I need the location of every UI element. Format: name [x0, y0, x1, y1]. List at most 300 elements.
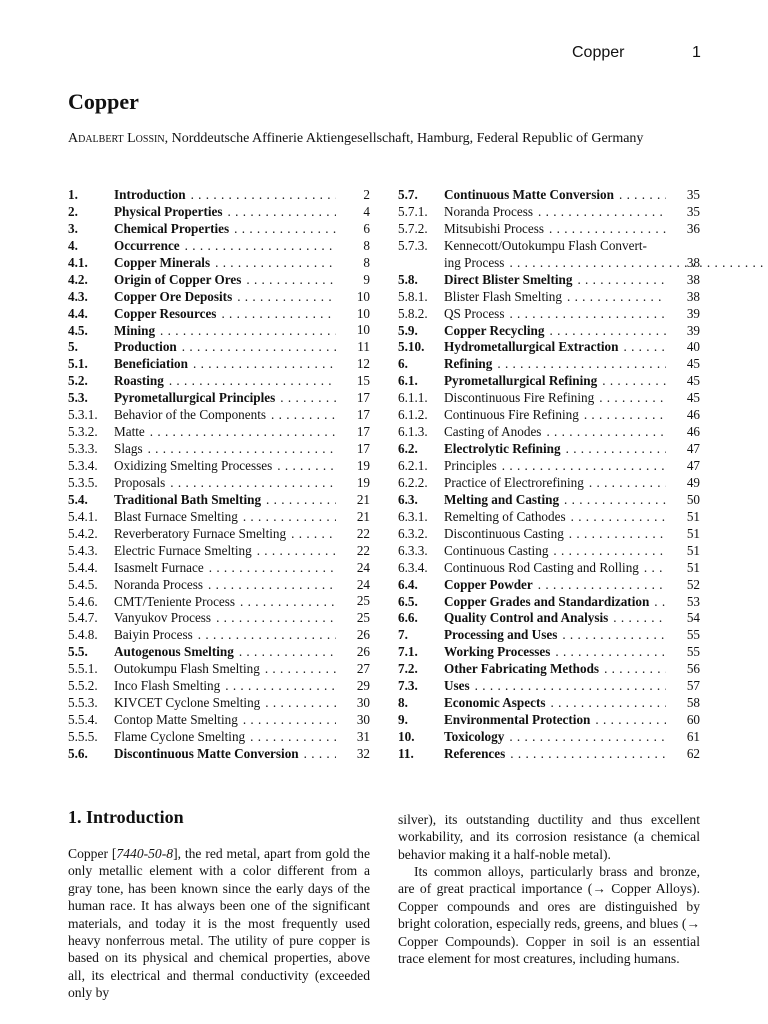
toc-entry-number: 6.2.1.: [398, 458, 428, 474]
toc-entry-page: 49: [686, 474, 700, 490]
toc-dot-leader: [505, 746, 666, 763]
toc-entry[interactable]: [398, 272, 700, 289]
toc-entry-title: Behavior of the Components: [114, 407, 266, 423]
intro-text-start: Copper [: [68, 846, 117, 861]
intro-text-rest: ], the red metal, apart from gold the only metallic element with a color different from a gray tone, has been known since the early days of the human race. It has always been one of the significant materials, and today it is the most frequently used heavy nonferrous metal. The utility of pure copper is based on its physical and chemical properties, above all, its electrical and thermal conductivity (exceeded only by: [68, 846, 370, 1001]
toc-entry[interactable]: [68, 746, 370, 763]
toc-entry-title: Environmental Protection: [444, 712, 591, 728]
toc-entry[interactable]: [398, 373, 700, 390]
toc-entry-number: 1.: [68, 187, 78, 202]
toc-entry-body: [114, 424, 370, 441]
toc-dot-leader: [252, 543, 336, 560]
toc-entry-page: 29: [356, 678, 370, 694]
toc-entry[interactable]: [398, 526, 700, 543]
toc-entry-body: [114, 526, 370, 543]
toc-entry[interactable]: [398, 356, 700, 373]
toc-entry-page: 27: [356, 661, 370, 677]
toc-dot-leader: [504, 306, 666, 323]
toc-entry-page: 45: [686, 356, 700, 372]
toc-entry-title: Continuous Matte Conversion: [444, 187, 614, 202]
toc-entry-page: 21: [356, 508, 370, 524]
toc-entry[interactable]: [398, 204, 700, 221]
toc-entry-body: [444, 695, 700, 712]
toc-entry-title: Proposals: [114, 474, 166, 490]
toc-entry-body: [114, 339, 370, 356]
toc-dot-leader: [614, 187, 666, 204]
toc-entry-page: 39: [686, 305, 700, 321]
toc-entry-body: [444, 678, 700, 695]
toc-entry-body: [114, 458, 370, 475]
toc-entry-number: 11.: [398, 745, 414, 761]
toc-dot-leader: [550, 644, 666, 661]
toc-entry-number: 6.5.: [398, 593, 418, 609]
toc-entry[interactable]: [398, 543, 700, 560]
toc-entry-body: [114, 543, 370, 560]
toc-entry-title: Mining: [114, 322, 156, 338]
toc-entry-number: 5.4.2.: [68, 525, 98, 541]
toc-entry-body: [444, 543, 700, 560]
toc-dot-leader: [188, 356, 336, 373]
toc-entry-page: 58: [686, 695, 700, 711]
toc-dot-leader: [180, 238, 336, 255]
toc-dot-leader: [241, 272, 336, 289]
toc-entry[interactable]: [68, 272, 370, 289]
toc-entry-number: 5.4.6.: [68, 593, 98, 609]
toc-entry[interactable]: [398, 441, 700, 458]
toc-entry-title: Electric Furnace Smelting: [114, 542, 252, 558]
toc-dot-leader: [299, 746, 336, 763]
toc-entry-title: ing Process: [444, 254, 505, 270]
toc-entry-page: 15: [356, 373, 370, 389]
toc-entry-body: [114, 187, 370, 204]
toc-dot-leader: [559, 492, 666, 509]
toc-entry-body: [444, 661, 700, 678]
toc-dot-leader: [566, 509, 666, 526]
toc-entry[interactable]: [398, 187, 700, 204]
toc-entry-body: [444, 729, 700, 746]
toc-entry-number: 5.4.5.: [68, 576, 98, 592]
toc-entry-title: Origin of Copper Ores: [114, 271, 242, 287]
toc-entry-body: [114, 441, 370, 458]
toc-dot-leader: [599, 661, 666, 678]
toc-entry-body: [444, 390, 700, 407]
toc-entry-page: 19: [356, 474, 370, 490]
toc-entry-body: [444, 560, 700, 577]
toc-entry-body: [444, 424, 700, 441]
toc-entry-body: [444, 441, 700, 458]
toc-entry-page: 55: [686, 644, 700, 660]
toc-entry-body: [444, 492, 700, 509]
toc-entry-number: 7.1.: [398, 644, 418, 660]
toc-entry-page: 54: [686, 610, 700, 626]
toc-entry-title: Continuous Fire Refining: [444, 407, 579, 423]
toc-entry-number: 5.5.3.: [68, 695, 98, 711]
toc-entry[interactable]: [68, 492, 370, 509]
toc-entry-title: Continuous Casting: [444, 542, 549, 558]
toc-entry-body: [444, 407, 700, 424]
author-name: Adalbert Lossin: [68, 131, 165, 146]
toc-entry-title: Processing and Uses: [444, 627, 558, 643]
toc-entry-page: 19: [356, 457, 370, 473]
toc-dot-leader: [145, 424, 336, 441]
toc-dot-leader: [548, 543, 666, 560]
toc-entry-number: 6.3.4.: [398, 559, 428, 575]
toc-dot-leader: [229, 221, 336, 238]
toc-entry[interactable]: [398, 221, 700, 238]
toc-entry-body: [114, 255, 370, 272]
toc-entry[interactable]: [398, 339, 700, 356]
toc-entry[interactable]: [68, 424, 370, 441]
toc-entry-title: Copper Resources: [114, 305, 217, 321]
toc-dot-leader: [235, 594, 336, 611]
toc-dot-leader: [541, 424, 666, 441]
toc-entry-number: 6.1.1.: [398, 390, 428, 406]
toc-dot-leader: [260, 695, 336, 712]
toc-entry-number: 5.5.2.: [68, 678, 98, 694]
toc-entry-body: [114, 356, 370, 373]
toc-dot-leader: [238, 712, 336, 729]
toc-entry[interactable]: [398, 390, 700, 407]
intro-paragraph-right-2: Its common alloys, particularly brass and bronze, are of great practical importance (→ Copper Alloys). Copper compounds and ores are distinguished by bright coloration, especially reds, greens, and blues (→ Copper Compounds). Copper in soil is an essential trace element for most creatures, including humans.: [398, 864, 700, 967]
toc-entry-body: [444, 272, 700, 289]
toc-entry-number: 6.4.: [398, 576, 418, 592]
toc-entry-body: [444, 475, 700, 492]
toc-entry-title: Roasting: [114, 373, 164, 389]
toc-entry-number: 4.3.: [68, 288, 88, 304]
toc-entry-body: [114, 289, 370, 306]
toc-entry[interactable]: [398, 610, 700, 627]
toc-dot-leader: [584, 475, 666, 492]
toc-entry-title: Discontinuous Matte Conversion: [114, 745, 299, 761]
toc-dot-leader: [533, 577, 666, 594]
toc-entry[interactable]: [398, 289, 700, 306]
intro-paragraph-left: [68, 845, 370, 1002]
toc-entry-title: Toxicology: [444, 729, 505, 745]
toc-dot-leader: [649, 594, 666, 611]
toc-entry-body: [114, 610, 370, 627]
toc-entry-page: 35: [686, 203, 700, 219]
toc-entry[interactable]: [398, 594, 700, 611]
toc-entry-title: Uses: [444, 678, 470, 694]
toc-entry-body: [114, 272, 370, 289]
toc-entry-page: 30: [356, 695, 370, 711]
toc-entry-body: [444, 644, 700, 661]
toc-entry-number: 7.: [398, 627, 408, 643]
toc-entry-title: Isasmelt Furnace: [114, 559, 204, 575]
toc-entry-title: Slags: [114, 441, 143, 457]
toc-entry-number: 4.: [68, 237, 78, 253]
toc-entry[interactable]: [398, 729, 700, 746]
toc-entry-page: 36: [686, 220, 700, 236]
toc-entry-page: 51: [686, 559, 700, 575]
toc-dot-leader: [272, 458, 336, 475]
toc-entry-number: 5.4.1.: [68, 508, 98, 524]
toc-entry-title: Chemical Properties: [114, 220, 230, 236]
toc-dot-leader: [216, 306, 336, 323]
toc-dot-leader: [234, 644, 336, 661]
toc-entry-page: 46: [686, 424, 700, 440]
toc-dot-leader: [594, 390, 666, 407]
toc-entry[interactable]: [398, 695, 700, 712]
toc-entry[interactable]: [398, 475, 700, 492]
toc-entry-page: 40: [686, 339, 700, 355]
toc-entry-title: Reverberatory Furnace Smelting: [114, 525, 287, 541]
toc-entry-number: 6.3.: [398, 491, 418, 507]
toc-entry-number: 6.3.2.: [398, 525, 428, 541]
toc-entry-page: 47: [686, 458, 700, 473]
toc-entry-body: [444, 204, 700, 221]
toc-entry[interactable]: [398, 238, 700, 272]
toc-right-column: [398, 187, 700, 763]
toc-entry[interactable]: [398, 661, 700, 678]
toc-entry-body: [444, 627, 700, 644]
toc-entry-number: 5.4.4.: [68, 559, 98, 575]
toc-entry-number: 5.6.: [68, 745, 88, 761]
toc-entry-body: [114, 373, 370, 390]
toc-entry[interactable]: [68, 526, 370, 543]
toc-entry[interactable]: [398, 323, 700, 340]
toc-entry-page: 30: [356, 712, 370, 728]
toc-entry-number: 5.3.: [68, 390, 88, 406]
toc-entry[interactable]: [68, 289, 370, 306]
toc-entry[interactable]: [398, 424, 700, 441]
toc-entry-title: Autogenous Smelting: [114, 644, 234, 660]
toc-entry[interactable]: [68, 441, 370, 458]
toc-entry-number: 5.3.3.: [68, 441, 98, 457]
toc-dot-leader: [590, 712, 666, 729]
toc-entry-number: 6.3.3.: [398, 542, 428, 558]
toc-entry-body: [114, 661, 370, 678]
toc-dot-leader: [504, 729, 666, 746]
toc-entry-title: Working Processes: [444, 644, 551, 660]
toc-entry-body: [444, 526, 700, 543]
toc-dot-leader: [232, 289, 336, 306]
toc-entry-number: 6.1.: [398, 373, 418, 389]
toc-entry-number: 5.3.1.: [68, 407, 98, 423]
toc-entry[interactable]: [68, 594, 370, 611]
toc-entry-body: [114, 221, 370, 238]
toc-entry-title: QS Process: [444, 305, 505, 321]
toc-entry-body: [444, 238, 768, 272]
toc-entry-number: 5.8.1.: [398, 288, 428, 304]
toc-dot-leader: [562, 289, 666, 306]
toc-dot-leader: [557, 627, 666, 644]
toc-entry[interactable]: [68, 339, 370, 356]
toc-entry[interactable]: [398, 492, 700, 509]
toc-entry-page: 2: [363, 186, 370, 202]
toc-entry[interactable]: [68, 356, 370, 373]
toc-entry-body: [444, 306, 700, 323]
toc-entry-page: 22: [356, 525, 370, 541]
section-heading-introduction: 1. Introduction: [68, 807, 184, 827]
toc-dot-leader: [544, 221, 666, 238]
toc-entry[interactable]: [68, 407, 370, 424]
toc-entry[interactable]: [398, 712, 700, 729]
toc-dot-leader: [618, 339, 666, 356]
toc-entry-title: Continuous Rod Casting and Rolling: [444, 559, 639, 575]
toc-entry-title: Remelting of Cathodes: [444, 508, 566, 524]
toc-entry-body: [114, 627, 370, 644]
toc-entry[interactable]: [68, 560, 370, 577]
toc-entry-body: [444, 373, 700, 390]
toc-entry[interactable]: [68, 678, 370, 695]
toc-entry-title: Flame Cyclone Smelting: [114, 729, 246, 744]
toc-entry-body: [114, 509, 370, 526]
toc-entry-number: 9.: [398, 712, 408, 728]
toc-entry-body: [444, 746, 700, 763]
toc-dot-leader: [186, 187, 336, 204]
toc-entry-body: [114, 644, 370, 661]
toc-entry-number: 8.: [398, 695, 408, 711]
toc-entry-title: Baiyin Process: [114, 627, 193, 643]
toc-entry-body: [114, 204, 370, 221]
toc-entry-body: [444, 594, 700, 611]
toc-entry[interactable]: [68, 509, 370, 526]
toc-entry-number: 5.4.8.: [68, 627, 98, 643]
toc-entry-body: [114, 712, 370, 729]
toc-entry-number: 7.3.: [398, 678, 418, 694]
toc-entry[interactable]: [398, 644, 700, 661]
toc-entry-number: 6.2.: [398, 441, 418, 457]
toc-left-column: [68, 187, 370, 763]
toc-entry[interactable]: [68, 238, 370, 255]
toc-entry-body: [114, 238, 370, 255]
toc-entry-page: 22: [356, 542, 370, 558]
toc-entry-title: Vanyukov Process: [114, 610, 212, 626]
toc-dot-leader: [143, 441, 336, 458]
toc-entry[interactable]: [398, 458, 700, 475]
toc-entry[interactable]: [68, 661, 370, 678]
toc-entry-number: 4.2.: [68, 271, 88, 287]
toc-entry-page: 57: [686, 678, 700, 694]
toc-entry-number: 5.5.4.: [68, 712, 98, 728]
toc-dot-leader: [204, 560, 336, 577]
toc-entry-body: [114, 729, 370, 746]
toc-entry[interactable]: [68, 458, 370, 475]
toc-entry-page: 11: [357, 339, 370, 355]
toc-entry-title: Casting of Anodes: [444, 424, 542, 440]
toc-entry-page: 10: [356, 288, 370, 304]
toc-entry[interactable]: [68, 610, 370, 627]
toc-entry-body: [444, 712, 700, 729]
toc-entry[interactable]: [398, 627, 700, 644]
toc-entry-page: 60: [686, 712, 700, 728]
toc-entry[interactable]: [68, 695, 370, 712]
toc-entry[interactable]: [68, 204, 370, 221]
toc-entry-title: Noranda Process: [444, 203, 533, 219]
toc-entry-number: 4.1.: [68, 254, 88, 270]
running-header-page-number: 1: [692, 44, 701, 61]
toc-entry-number: 5.4.: [68, 491, 88, 507]
toc-dot-leader: [260, 661, 336, 678]
toc-entry-page: 47: [686, 441, 700, 457]
toc-entry[interactable]: [398, 746, 700, 763]
toc-dot-leader: [564, 526, 666, 543]
toc-entry[interactable]: [68, 323, 370, 340]
running-header-section: Copper: [572, 44, 625, 61]
toc-entry-page: 4: [363, 203, 370, 219]
toc-entry[interactable]: [68, 306, 370, 323]
toc-entry-body: [114, 678, 370, 695]
toc-entry-number: 6.6.: [398, 610, 418, 626]
toc-entry[interactable]: [68, 644, 370, 661]
toc-entry-number: 5.3.2.: [68, 424, 98, 440]
toc-entry[interactable]: [398, 407, 700, 424]
toc-entry[interactable]: [398, 306, 700, 323]
toc-entry-page: 31: [356, 728, 370, 744]
toc-entry-title: Pyrometallurgical Principles: [114, 390, 276, 406]
toc-entry-title: Pyrometallurgical Refining: [444, 373, 598, 389]
toc-entry-page: 26: [356, 627, 370, 643]
toc-dot-leader: [164, 373, 336, 390]
toc-entry[interactable]: [398, 678, 700, 695]
toc-entry[interactable]: [68, 627, 370, 644]
toc-entry-title: Copper Recycling: [444, 322, 545, 338]
toc-entry-title: Oxidizing Smelting Processes: [114, 458, 273, 473]
toc-entry-page: 32: [356, 745, 370, 761]
toc-entry-title: Copper Ore Deposits: [114, 288, 233, 304]
toc-entry-title: Mitsubishi Process: [444, 220, 545, 236]
toc-entry-number: 4.4.: [68, 305, 88, 321]
toc-entry[interactable]: [68, 543, 370, 560]
toc-entry[interactable]: [68, 577, 370, 594]
toc-entry-title: CMT/Teniente Process: [114, 593, 236, 609]
toc-entry[interactable]: [398, 577, 700, 594]
toc-entry-number: 6.1.2.: [398, 407, 428, 423]
toc-entry-title: Hydrometallurgical Extraction: [444, 339, 619, 355]
toc-entry-number: 5.: [68, 339, 78, 355]
toc-entry-page: 53: [686, 593, 700, 609]
toc-entry[interactable]: [68, 187, 370, 204]
author-line: [68, 131, 643, 147]
toc-entry-body: [114, 390, 370, 407]
toc-entry-page: 21: [356, 491, 370, 507]
author-affiliation: , Norddeutsche Affinerie Aktiengesellschaft, Hamburg, Federal Republic of Germany: [164, 131, 644, 146]
toc-entry-page: 25: [356, 610, 370, 626]
toc-entry[interactable]: [68, 729, 370, 746]
toc-entry-body: [444, 289, 700, 306]
toc-entry-page: 51: [686, 542, 700, 558]
toc-entry[interactable]: [68, 390, 370, 407]
toc-entry-body: [114, 306, 370, 323]
toc-entry-title: Copper Minerals: [114, 254, 211, 270]
toc-entry-page: 51: [686, 525, 700, 541]
toc-entry-body: [114, 475, 370, 492]
toc-entry[interactable]: [398, 509, 700, 526]
toc-entry-title: Blister Flash Smelting: [444, 288, 562, 304]
toc-dot-leader: [545, 695, 666, 712]
toc-entry-title: Contop Matte Smelting: [114, 712, 238, 728]
toc-entry[interactable]: [68, 475, 370, 492]
toc-entry-body: [444, 577, 700, 594]
toc-entry-number: 6.2.2.: [398, 474, 428, 490]
toc-entry[interactable]: [68, 712, 370, 729]
toc-dot-leader: [261, 492, 336, 509]
toc-entry-title: Discontinuous Casting: [444, 525, 564, 541]
toc-entry-number: 5.1.: [68, 356, 88, 372]
toc-entry-title: Copper Powder: [444, 576, 533, 592]
toc-entry-page: 8: [363, 254, 370, 270]
toc-entry[interactable]: [68, 255, 370, 272]
toc-entry-number: 5.2.: [68, 373, 88, 389]
toc-entry-number: 5.8.2.: [398, 305, 428, 321]
toc-entry-title: Traditional Bath Smelting: [114, 491, 262, 507]
toc-entry[interactable]: [68, 221, 370, 238]
toc-entry-page: 46: [686, 407, 700, 423]
toc-entry-page: 50: [686, 491, 700, 507]
toc-entry[interactable]: [398, 560, 700, 577]
toc-entry[interactable]: [68, 373, 370, 390]
